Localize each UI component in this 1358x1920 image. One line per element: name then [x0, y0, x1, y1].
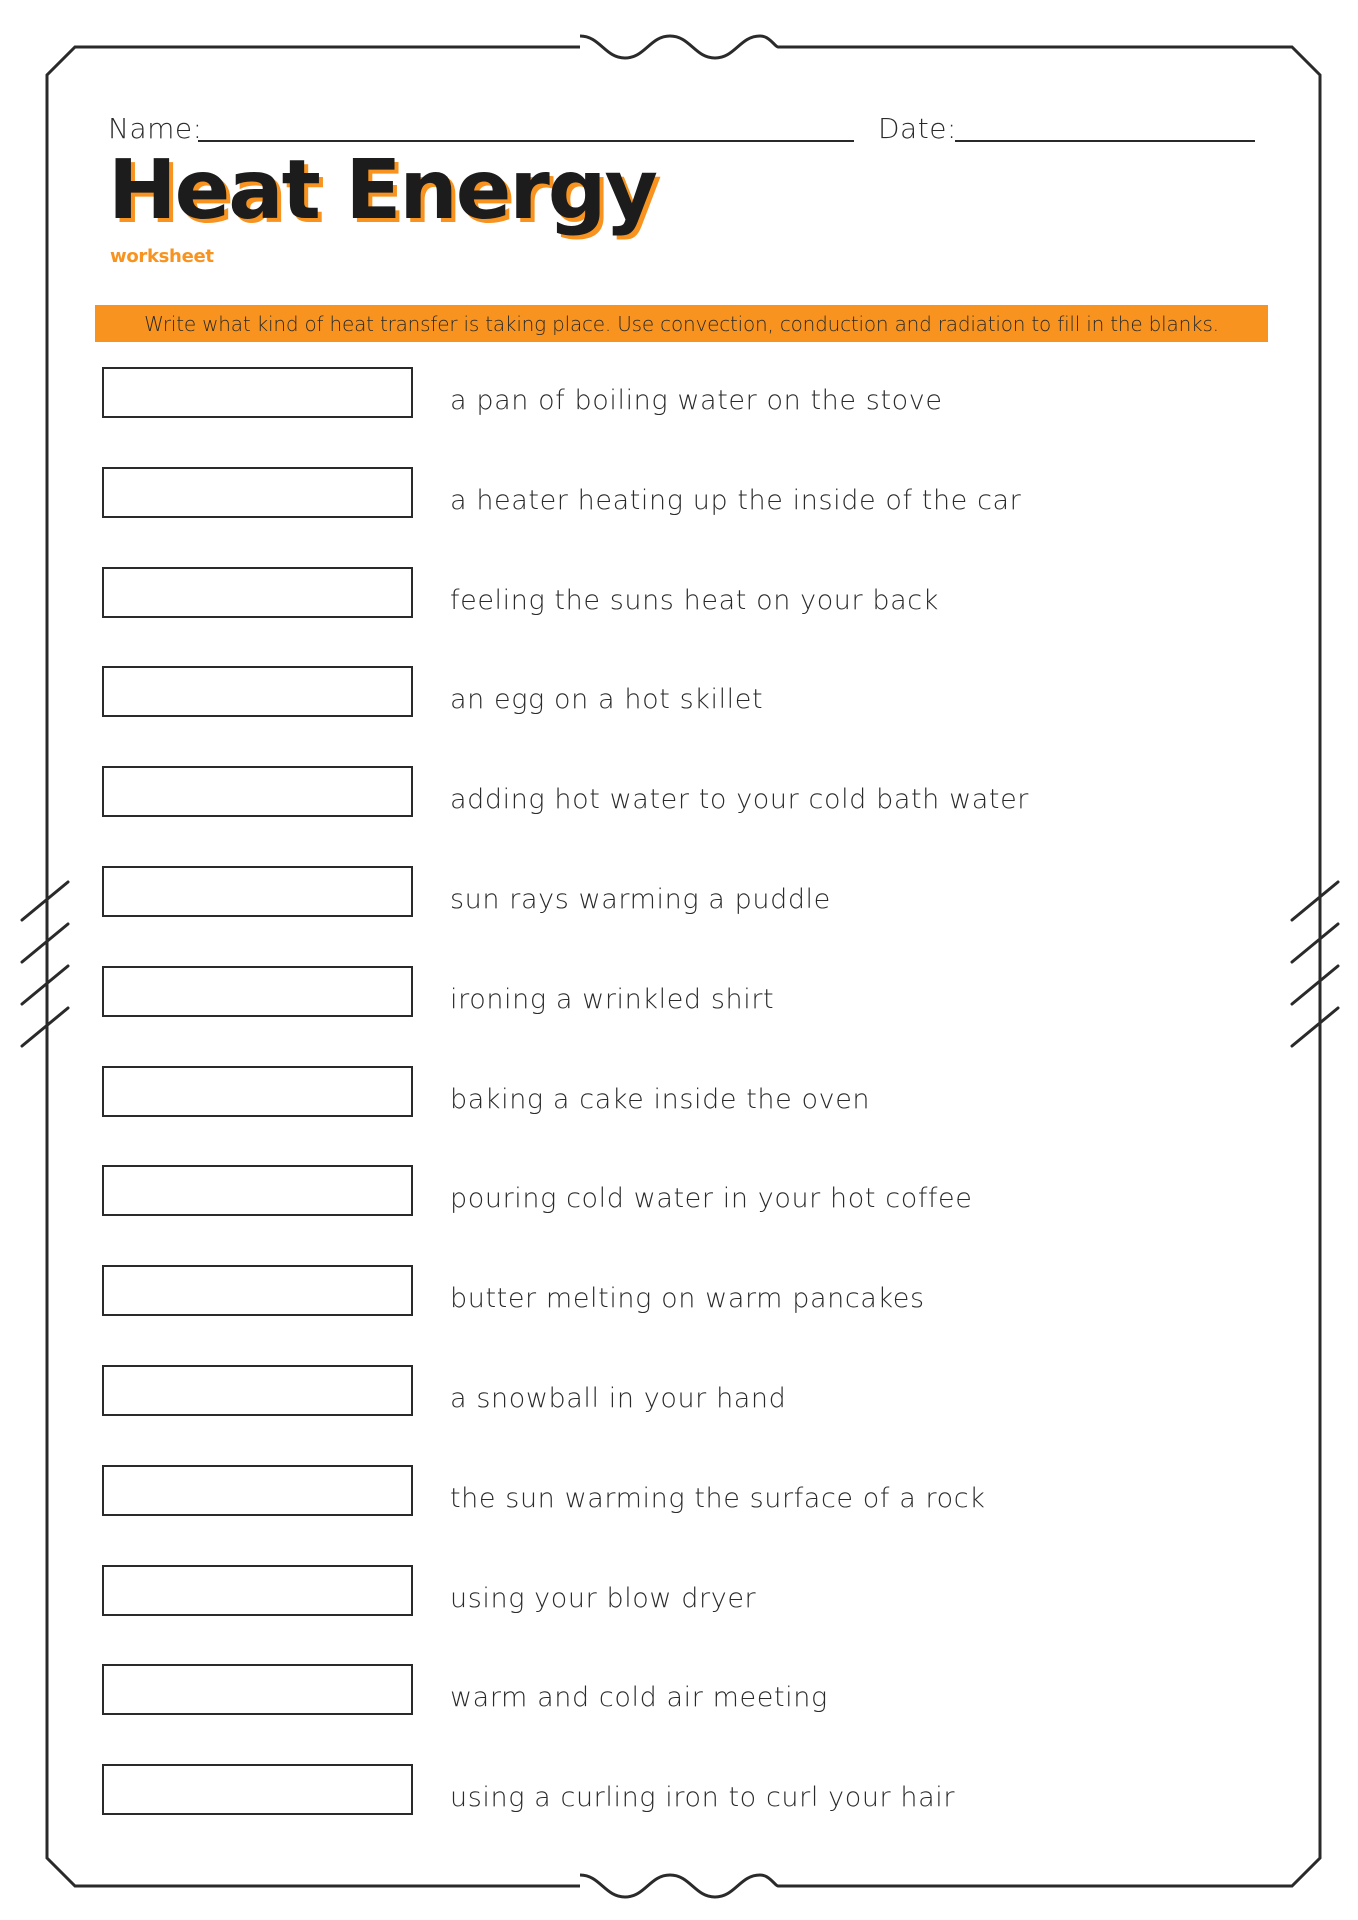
question-row [102, 966, 1252, 1022]
answer-box[interactable] [102, 467, 413, 518]
question-row [102, 766, 1252, 822]
answer-box[interactable] [102, 666, 413, 717]
answer-box[interactable] [102, 1565, 413, 1616]
question-row [102, 666, 1252, 722]
question-text: butter melting on warm pancakes [450, 1283, 925, 1314]
question-row [102, 1265, 1252, 1321]
question-row [102, 1664, 1252, 1720]
answer-box[interactable] [102, 367, 413, 418]
answer-box[interactable] [102, 966, 413, 1017]
answer-box[interactable] [102, 1365, 413, 1416]
answer-box[interactable] [102, 766, 413, 817]
question-row [102, 1565, 1252, 1621]
question-text: a pan of boiling water on the stove [450, 385, 943, 416]
question-text: ironing a wrinkled shirt [450, 984, 775, 1015]
question-text: warm and cold air meeting [450, 1682, 828, 1713]
question-text: a heater heating up the inside of the car [450, 485, 1022, 516]
question-text: using a curling iron to curl your hair [450, 1782, 956, 1813]
question-row [102, 1764, 1252, 1820]
name-label: Name: [108, 112, 203, 145]
question-text: a snowball in your hand [450, 1383, 787, 1414]
question-text: pouring cold water in your hot coffee [450, 1183, 973, 1214]
question-row [102, 467, 1252, 523]
answer-box[interactable] [102, 567, 413, 618]
question-text: an egg on a hot skillet [450, 684, 764, 715]
question-row [102, 1165, 1252, 1221]
question-text: using your blow dryer [450, 1583, 757, 1614]
answer-box[interactable] [102, 1664, 413, 1715]
worksheet-title: Heat Energy [108, 143, 656, 238]
question-text: adding hot water to your cold bath water [450, 784, 1029, 815]
question-row [102, 1365, 1252, 1421]
question-text: feeling the suns heat on your back [450, 585, 939, 616]
question-row [102, 866, 1252, 922]
date-label: Date: [878, 112, 957, 145]
question-row [102, 1465, 1252, 1521]
question-text: the sun warming the surface of a rock [450, 1483, 986, 1514]
question-row [102, 1066, 1252, 1122]
answer-box[interactable] [102, 866, 413, 917]
answer-box[interactable] [102, 1465, 413, 1516]
answer-box[interactable] [102, 1265, 413, 1316]
answer-box[interactable] [102, 1764, 413, 1815]
answer-box[interactable] [102, 1165, 413, 1216]
question-row [102, 367, 1252, 423]
instruction-text: Write what kind of heat transfer is taking place. Use convection, conduction and radiation to fill in the blanks. [144, 311, 1219, 336]
worksheet-subtitle: worksheet [110, 246, 214, 267]
question-text: sun rays warming a puddle [450, 884, 831, 915]
question-row [102, 567, 1252, 623]
question-text: baking a cake inside the oven [450, 1084, 871, 1115]
answer-box[interactable] [102, 1066, 413, 1117]
